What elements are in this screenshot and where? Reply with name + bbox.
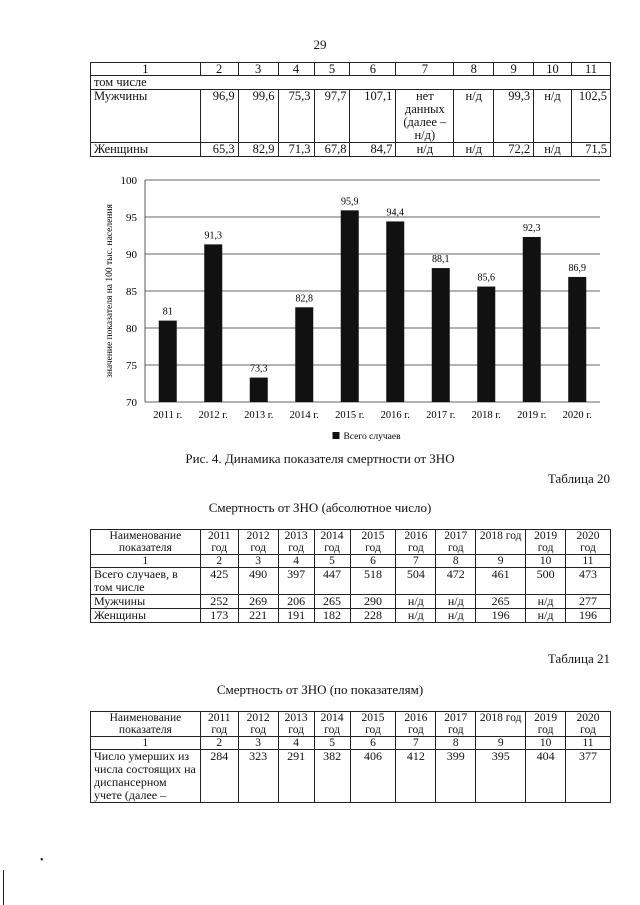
table-cell: нет данных (далее – н/д) (396, 90, 454, 143)
data-label: 88,1 (432, 254, 450, 266)
row-label: Число умерших из числа состоящих на диспансерном учете (далее – (91, 750, 201, 803)
column-header: 2020 год (566, 530, 611, 555)
bar (341, 210, 359, 402)
table-cell: 196 (476, 609, 526, 623)
table-cell: 71,5 (571, 143, 610, 157)
table-cell: 406 (350, 750, 396, 803)
mortality-bar-chart (100, 168, 610, 453)
column-number: 2 (200, 63, 238, 76)
column-number: 3 (238, 63, 278, 76)
column-header: 2016 год (396, 530, 436, 555)
x-tick-label: 2012 г. (198, 410, 228, 421)
column-number: 10 (534, 63, 572, 76)
column-header: Наименование показателя (91, 712, 201, 737)
legend-swatch (333, 432, 340, 439)
table-cell: 399 (436, 750, 476, 803)
y-tick-label: 90 (126, 249, 137, 261)
data-label: 85,6 (477, 272, 495, 284)
table-cell: 447 (314, 568, 350, 595)
column-number: 3 (238, 555, 278, 568)
bar (386, 221, 404, 402)
table-cell: 473 (566, 568, 611, 595)
y-tick-label: 70 (126, 397, 137, 409)
column-header: 2012 год (238, 712, 278, 737)
table-cell: 228 (350, 609, 396, 623)
column-number: 4 (278, 737, 314, 750)
column-header: 2016 год (396, 712, 436, 737)
table-cell: 82,9 (238, 143, 278, 157)
column-header: 2018 год (476, 712, 526, 737)
data-label: 95,9 (341, 196, 359, 208)
table-cell: 196 (566, 609, 611, 623)
table-cell: 425 (200, 568, 238, 595)
column-number: 9 (476, 555, 526, 568)
table-cell: н/д (396, 143, 454, 157)
table-cell: 500 (526, 568, 566, 595)
table-21-title: Смертность от ЗНО (по показателям) (216, 682, 424, 697)
column-header: 2019 год (526, 530, 566, 555)
column-number: 7 (396, 63, 454, 76)
x-tick-label: 2015 г. (335, 410, 365, 421)
bar (204, 244, 222, 402)
table-cell: 182 (314, 609, 350, 623)
column-number: 1 (91, 555, 201, 568)
column-number: 6 (350, 63, 396, 76)
table-cell: 107,1 (350, 90, 396, 143)
x-tick-label: 2013 г. (244, 410, 274, 421)
scan-mark: • (40, 855, 44, 866)
table-cell: 84,7 (350, 143, 396, 157)
figure-caption: Рис. 4. Динамика показателя смертности от ЗНО (185, 451, 455, 466)
column-header: 2013 год (278, 530, 314, 555)
data-label: 91,3 (204, 230, 222, 242)
x-tick-label: 2017 г. (426, 410, 456, 421)
column-header: 2018 год (476, 530, 526, 555)
y-tick-label: 100 (120, 175, 137, 187)
x-tick-label: 2019 г. (517, 410, 547, 421)
column-header: 2014 год (314, 530, 350, 555)
row-label: Мужчины (91, 595, 201, 609)
table-cell: 397 (278, 568, 314, 595)
y-tick-label: 85 (126, 286, 137, 298)
column-header: 2012 год (238, 530, 278, 555)
column-number: 8 (436, 555, 476, 568)
table-cell: н/д (454, 143, 494, 157)
table-cell: 102,5 (571, 90, 610, 143)
data-label: 94,4 (386, 207, 404, 219)
y-tick-label: 95 (126, 212, 137, 224)
column-header: 2017 год (436, 712, 476, 737)
column-number: 9 (494, 63, 534, 76)
column-number-row (91, 737, 611, 750)
table-20-title: Смертность от ЗНО (абсолютное число) (208, 500, 432, 515)
column-number: 8 (436, 737, 476, 750)
y-tick-label: 75 (126, 360, 137, 372)
data-label: 73,3 (250, 363, 268, 375)
column-number: 11 (571, 63, 610, 76)
column-number: 2 (200, 555, 238, 568)
table-row (91, 568, 611, 595)
column-header: 2017 год (436, 530, 476, 555)
table-row (91, 750, 611, 803)
table-cell: 290 (350, 595, 396, 609)
table-cell: 96,9 (200, 90, 238, 143)
table-cell: 221 (238, 609, 278, 623)
column-number: 6 (350, 737, 396, 750)
table-row (91, 90, 611, 143)
table-cell: 206 (278, 595, 314, 609)
column-number: 7 (396, 555, 436, 568)
table-cell: 65,3 (200, 143, 238, 157)
column-number: 11 (566, 737, 611, 750)
table-cell: н/д (436, 595, 476, 609)
table-cell: 173 (200, 609, 238, 623)
table-cell: н/д (534, 143, 572, 157)
column-number: 11 (566, 555, 611, 568)
table-cell: 284 (200, 750, 238, 803)
column-number: 1 (91, 63, 201, 76)
column-number: 7 (396, 737, 436, 750)
column-number: 5 (314, 555, 350, 568)
column-number: 4 (278, 555, 314, 568)
data-label: 82,8 (295, 293, 313, 305)
column-number: 6 (350, 555, 396, 568)
header-row (91, 530, 611, 555)
column-header: 2015 год (350, 712, 396, 737)
column-number: 1 (91, 737, 201, 750)
table-21 (90, 711, 611, 803)
bar (523, 237, 541, 402)
row-label: Всего случаев, в том числе (91, 568, 201, 595)
table-cell: 291 (278, 750, 314, 803)
table-cell: 382 (314, 750, 350, 803)
y-tick-label: 80 (126, 323, 137, 335)
column-number: 4 (278, 63, 314, 76)
table-cell: 323 (238, 750, 278, 803)
column-header: 2011 год (200, 712, 238, 737)
table-cell: 191 (278, 609, 314, 623)
data-label: 86,9 (568, 262, 586, 274)
table-cell: н/д (454, 90, 494, 143)
table-cell: 72,2 (494, 143, 534, 157)
table-cell: н/д (526, 609, 566, 623)
table-cell: 67,8 (314, 143, 350, 157)
column-number: 10 (526, 737, 566, 750)
table-row (91, 595, 611, 609)
table-cell: 490 (238, 568, 278, 595)
header-row (91, 712, 611, 737)
column-number-row (91, 63, 611, 76)
x-tick-label: 2011 г. (153, 410, 183, 421)
table-cell: 395 (476, 750, 526, 803)
table-cell: н/д (526, 595, 566, 609)
bar (568, 277, 586, 402)
table-cell: 99,3 (494, 90, 534, 143)
row-label: Мужчины (91, 90, 201, 143)
column-number: 5 (314, 737, 350, 750)
bar (432, 268, 450, 402)
page-number: 29 (313, 37, 327, 52)
data-label: 81 (162, 306, 173, 318)
table-cell: 377 (566, 750, 611, 803)
data-label: 92,3 (523, 222, 541, 234)
column-header: 2013 год (278, 712, 314, 737)
table-cell: 71,3 (278, 143, 314, 157)
table-row (91, 609, 611, 623)
column-number: 9 (476, 737, 526, 750)
x-tick-label: 2018 г. (471, 410, 501, 421)
table-cell: н/д (396, 609, 436, 623)
table-cell: 472 (436, 568, 476, 595)
row-label: Женщины (91, 609, 201, 623)
table-row (91, 76, 611, 90)
scan-edge-line (3, 870, 4, 905)
column-number: 10 (526, 555, 566, 568)
table-cell: 412 (396, 750, 436, 803)
column-header: Наименование показателя (91, 530, 201, 555)
table-cell: 404 (526, 750, 566, 803)
table-cell: 252 (200, 595, 238, 609)
table-row (91, 143, 611, 157)
bar (250, 378, 268, 402)
x-tick-label: 2016 г. (380, 410, 410, 421)
column-header: 2015 год (350, 530, 396, 555)
bar (159, 321, 177, 402)
table-cell: 265 (314, 595, 350, 609)
column-number: 2 (200, 737, 238, 750)
column-header: 2020 год (566, 712, 611, 737)
table-cell: 277 (566, 595, 611, 609)
column-header: 2014 год (314, 712, 350, 737)
bar (477, 287, 495, 402)
x-tick-label: 2014 г. (289, 410, 319, 421)
table-cell: 518 (350, 568, 396, 595)
table-cell: 269 (238, 595, 278, 609)
table-21-label: Таблица 21 (547, 651, 610, 666)
row-label: Женщины (91, 143, 201, 157)
table-cell: 99,6 (238, 90, 278, 143)
column-number: 3 (238, 737, 278, 750)
column-header: 2019 год (526, 712, 566, 737)
table-cell: 75,3 (278, 90, 314, 143)
column-number-row (91, 555, 611, 568)
bar (295, 307, 313, 402)
row-including-label: том числе (91, 76, 611, 90)
table-cell: 504 (396, 568, 436, 595)
table-cell: н/д (436, 609, 476, 623)
table-cell: 265 (476, 595, 526, 609)
table-cell: н/д (396, 595, 436, 609)
table-20-label: Таблица 20 (547, 471, 610, 486)
table-cell: 97,7 (314, 90, 350, 143)
x-tick-label: 2020 г. (562, 410, 592, 421)
legend-label: Всего случаев (343, 432, 401, 442)
table-continuation (90, 62, 611, 157)
column-number: 8 (454, 63, 494, 76)
table-cell: н/д (534, 90, 572, 143)
column-header: 2011 год (200, 530, 238, 555)
y-axis-label: значение показателя на 100 тыс. населения (105, 204, 115, 378)
column-number: 5 (314, 63, 350, 76)
table-20 (90, 529, 611, 623)
table-cell: 461 (476, 568, 526, 595)
